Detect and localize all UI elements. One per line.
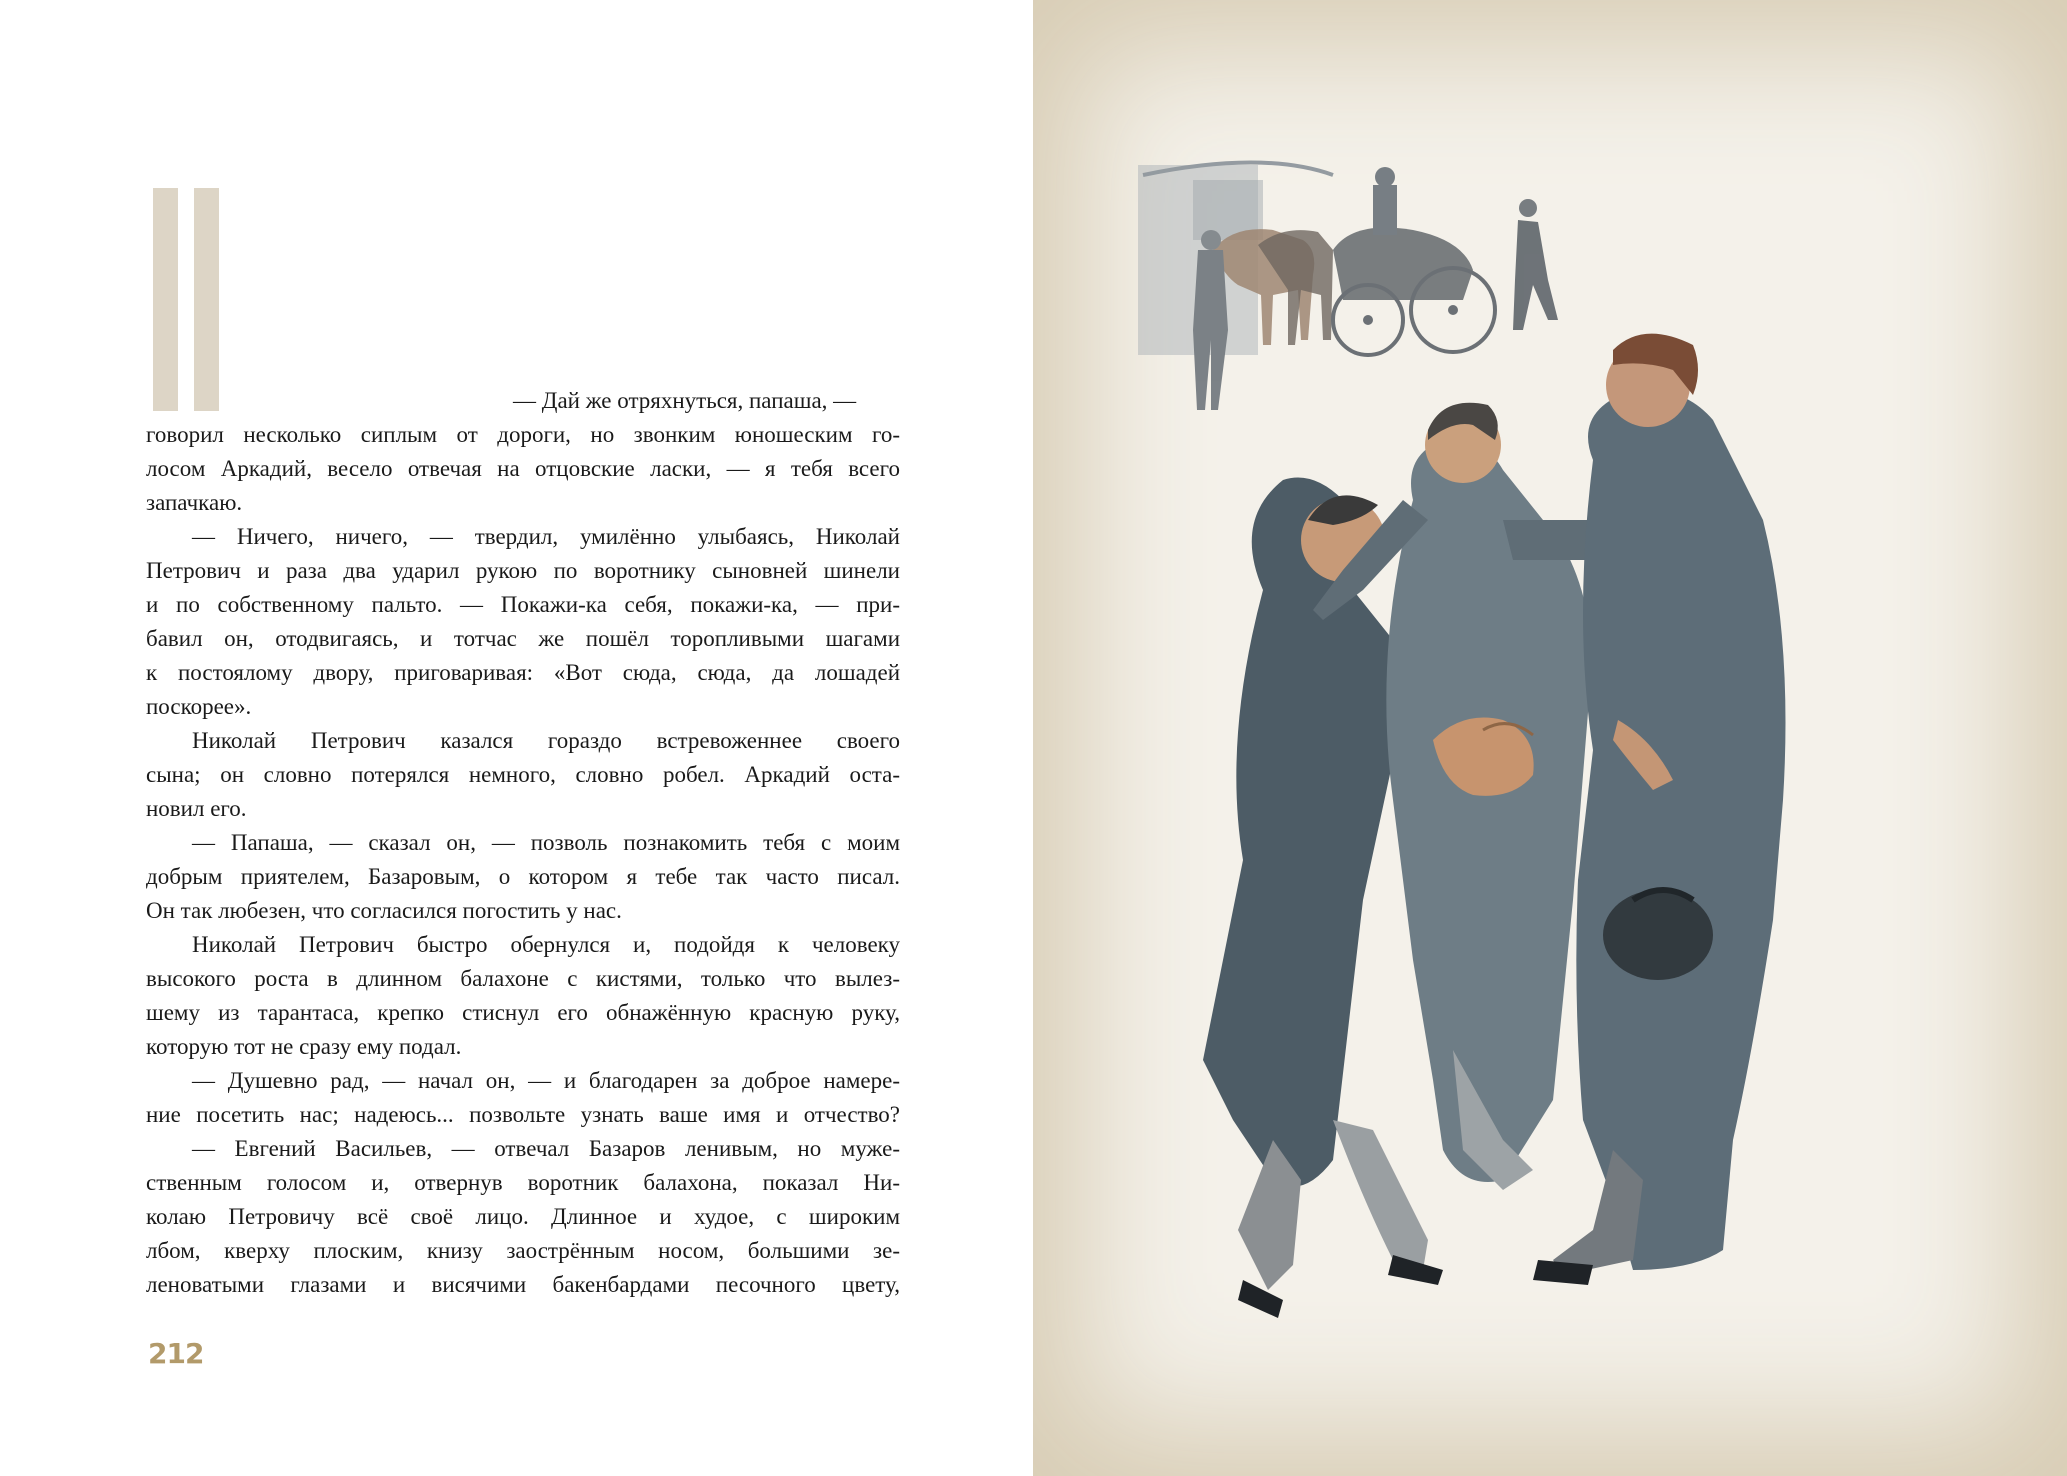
carriage-scene	[1138, 163, 1558, 411]
text-line: Николай Петрович быстро обернулся и, подойдя к человеку	[192, 932, 900, 957]
text-line: лосом Аркадий, весело отвечая на отцовские ласки, — я тебя всего	[146, 456, 900, 481]
text-line: к постоялому двору, приговаривая: «Вот сюда, сюда, да лошадей	[146, 660, 900, 685]
text-line: и по собственному пальто. — Покажи-ка себя, покажи-ка, — при-	[146, 592, 900, 617]
text-line: — Евгений Васильев, — отвечал Базаров ленивым, но муже-	[192, 1136, 900, 1161]
text-line: новил его.	[146, 796, 247, 821]
text-line: Он так любезен, что согласился погостить у нас.	[146, 898, 622, 923]
chapter-numeral-stroke	[153, 188, 178, 411]
text-line: высокого роста в длинном балахоне с кистями, только что вылез-	[146, 966, 900, 991]
text-line: бавил он, отодвигаясь, и тотчас же пошёл торопливыми шагами	[146, 626, 900, 651]
body-text	[146, 384, 900, 1302]
text-line: — Ничего, ничего, — твердил, умилённо улыбаясь, Николай	[192, 524, 900, 549]
text-line: ние посетить нас; надеюсь... позвольте узнать ваше имя и отчество?	[146, 1102, 900, 1127]
text-line: сына; он словно потерялся немного, словно робел. Аркадий оста-	[146, 762, 900, 787]
text-line: леноватыми глазами и висячими бакенбардами песочного цвету,	[146, 1272, 900, 1297]
text-line: которую тот не сразу ему подал.	[146, 1034, 462, 1059]
text-line: Николай Петрович казался гораздо встревоженнее своего	[192, 728, 900, 753]
left-page	[0, 0, 1033, 1476]
text-line: колаю Петровичу всё своё лицо. Длинное и худое, с широким	[146, 1204, 900, 1229]
text-line: Петрович и раза два ударил рукою по воротнику сыновней шинели	[146, 558, 900, 583]
illustration-image	[1033, 0, 2067, 1476]
text-line: ственным голосом и, отвернув воротник балахона, показал Ни-	[146, 1170, 900, 1195]
text-line: запачкаю.	[146, 490, 243, 515]
text-line: — Дай же отряхнуться, папаша, —	[513, 388, 857, 413]
chapter-numeral	[153, 188, 225, 411]
page-number: 212	[148, 1337, 204, 1370]
text-line: — Папаша, — сказал он, — позволь познакомить тебя с моим	[192, 830, 900, 855]
text-line: лбом, кверху плоским, книзу заострённым носом, большими зе-	[146, 1238, 900, 1263]
right-page	[1033, 0, 2067, 1476]
chapter-numeral-stroke	[194, 188, 219, 411]
text-line: — Душевно рад, — начал он, — и благодарен за доброе намере-	[192, 1068, 900, 1093]
text-line: говорил несколько сиплым от дороги, но звонким юношеским го-	[146, 422, 900, 447]
text-line: добрым приятелем, Базаровым, о котором я тебе так часто писал.	[146, 864, 900, 889]
text-line: шему из тарантаса, крепко стиснул его обнажённую красную руку,	[146, 1000, 900, 1025]
text-line: поскорее».	[146, 694, 252, 719]
